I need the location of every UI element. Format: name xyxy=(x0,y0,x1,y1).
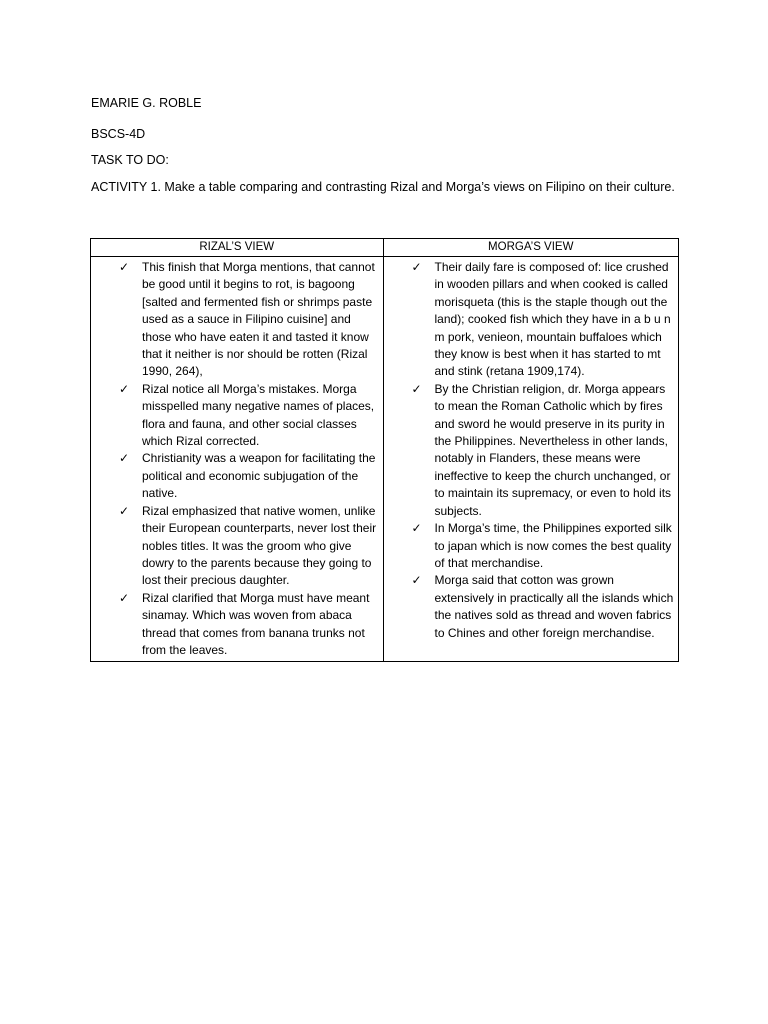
list-item xyxy=(384,572,677,642)
morga-item-text: In Morga’s time, the Philippines exported silk to japan which is now comes the best quality of that merchandise. xyxy=(434,521,672,570)
list-item xyxy=(91,590,381,660)
task-heading: TASK TO DO: xyxy=(91,153,169,167)
checkmark-icon: ✓ xyxy=(411,381,422,396)
table-row xyxy=(91,257,679,662)
checkmark-icon: ✓ xyxy=(411,260,422,274)
morga-item-text: Their daily fare is composed of: lice crushed in wooden pillars and when cooked is called morisqueta (this is the staple though out the land); cooked fish which they have in a b u n m pork, venieon, mountain buffaloes which they know is best when it has started to mt and stink (retana 1909,174). xyxy=(434,260,671,379)
rizal-view-header: RIZAL’S VIEW xyxy=(91,239,384,257)
checkmark-icon: ✓ xyxy=(119,381,130,396)
list-item xyxy=(91,259,381,381)
table-header-row xyxy=(91,239,679,257)
morga-item-text: Morga said that cotton was grown extensively in practically all the islands which the natives sold as thread and woven fabrics to Chines and other foreign merchandise. xyxy=(434,573,674,640)
checkmark-icon: ✓ xyxy=(119,260,130,274)
list-item xyxy=(384,259,677,381)
list-item xyxy=(91,450,381,502)
list-item xyxy=(91,381,381,451)
morga-view-header: MORGA’S VIEW xyxy=(383,239,679,257)
morga-item-text: By the Christian religion, dr. Morga appears to mean the Roman Catholic which by fires and sword he would preserve in its purity in the Philippines. Nevertheless in other lands, notably in Flanders, these means were ineffective to keep the church unchanged, or to maintain its supremacy, or even to hold its subjects. xyxy=(434,381,672,518)
checkmark-icon: ✓ xyxy=(119,503,130,518)
checkmark-icon: ✓ xyxy=(119,451,130,466)
checkmark-icon: ✓ xyxy=(411,573,422,588)
comparison-table xyxy=(90,238,679,662)
list-item xyxy=(91,503,381,590)
checkmark-icon: ✓ xyxy=(411,521,422,536)
morga-view-list xyxy=(384,259,677,642)
rizal-view-cell xyxy=(91,257,384,662)
rizal-item-text: Christianity was a weapon for facilitating the political and economic subjugation of the native. xyxy=(142,451,376,501)
student-name: EMARIE G. ROBLE xyxy=(91,96,202,110)
list-item xyxy=(384,520,677,572)
rizal-item-text: Rizal clarified that Morga must have meant sinamay. Which was woven from abaca thread that comes from banana trunks not from the leaves. xyxy=(142,590,370,657)
rizal-item-text: Rizal emphasized that native women, unlike their European counterparts, never lost their nobles titles. It was the groom who give dowry to the parents because they going to lost their precious daughter. xyxy=(142,503,377,588)
student-section: BSCS-4D xyxy=(91,127,146,141)
rizal-item-text: This finish that Morga mentions, that cannot be good until it begins to rot, is bagoong [salted and fermented fish or shrimps paste used as a sauce in Filipino cuisine] and those who have eaten it and tasted it know that it neither is nor should be rotten (Rizal 1990, 264), xyxy=(142,260,375,379)
rizal-view-list xyxy=(91,259,381,659)
checkmark-icon: ✓ xyxy=(119,590,130,605)
activity-instruction: ACTIVITY 1. Make a table comparing and contrasting Rizal and Morga’s views on Filipino on their culture. xyxy=(91,180,675,194)
morga-view-cell xyxy=(383,257,679,662)
list-item xyxy=(384,381,677,520)
rizal-item-text: Rizal notice all Morga’s mistakes. Morga misspelled many negative names of places, flora and fauna, and other social classes which Rizal corrected. xyxy=(142,381,375,449)
